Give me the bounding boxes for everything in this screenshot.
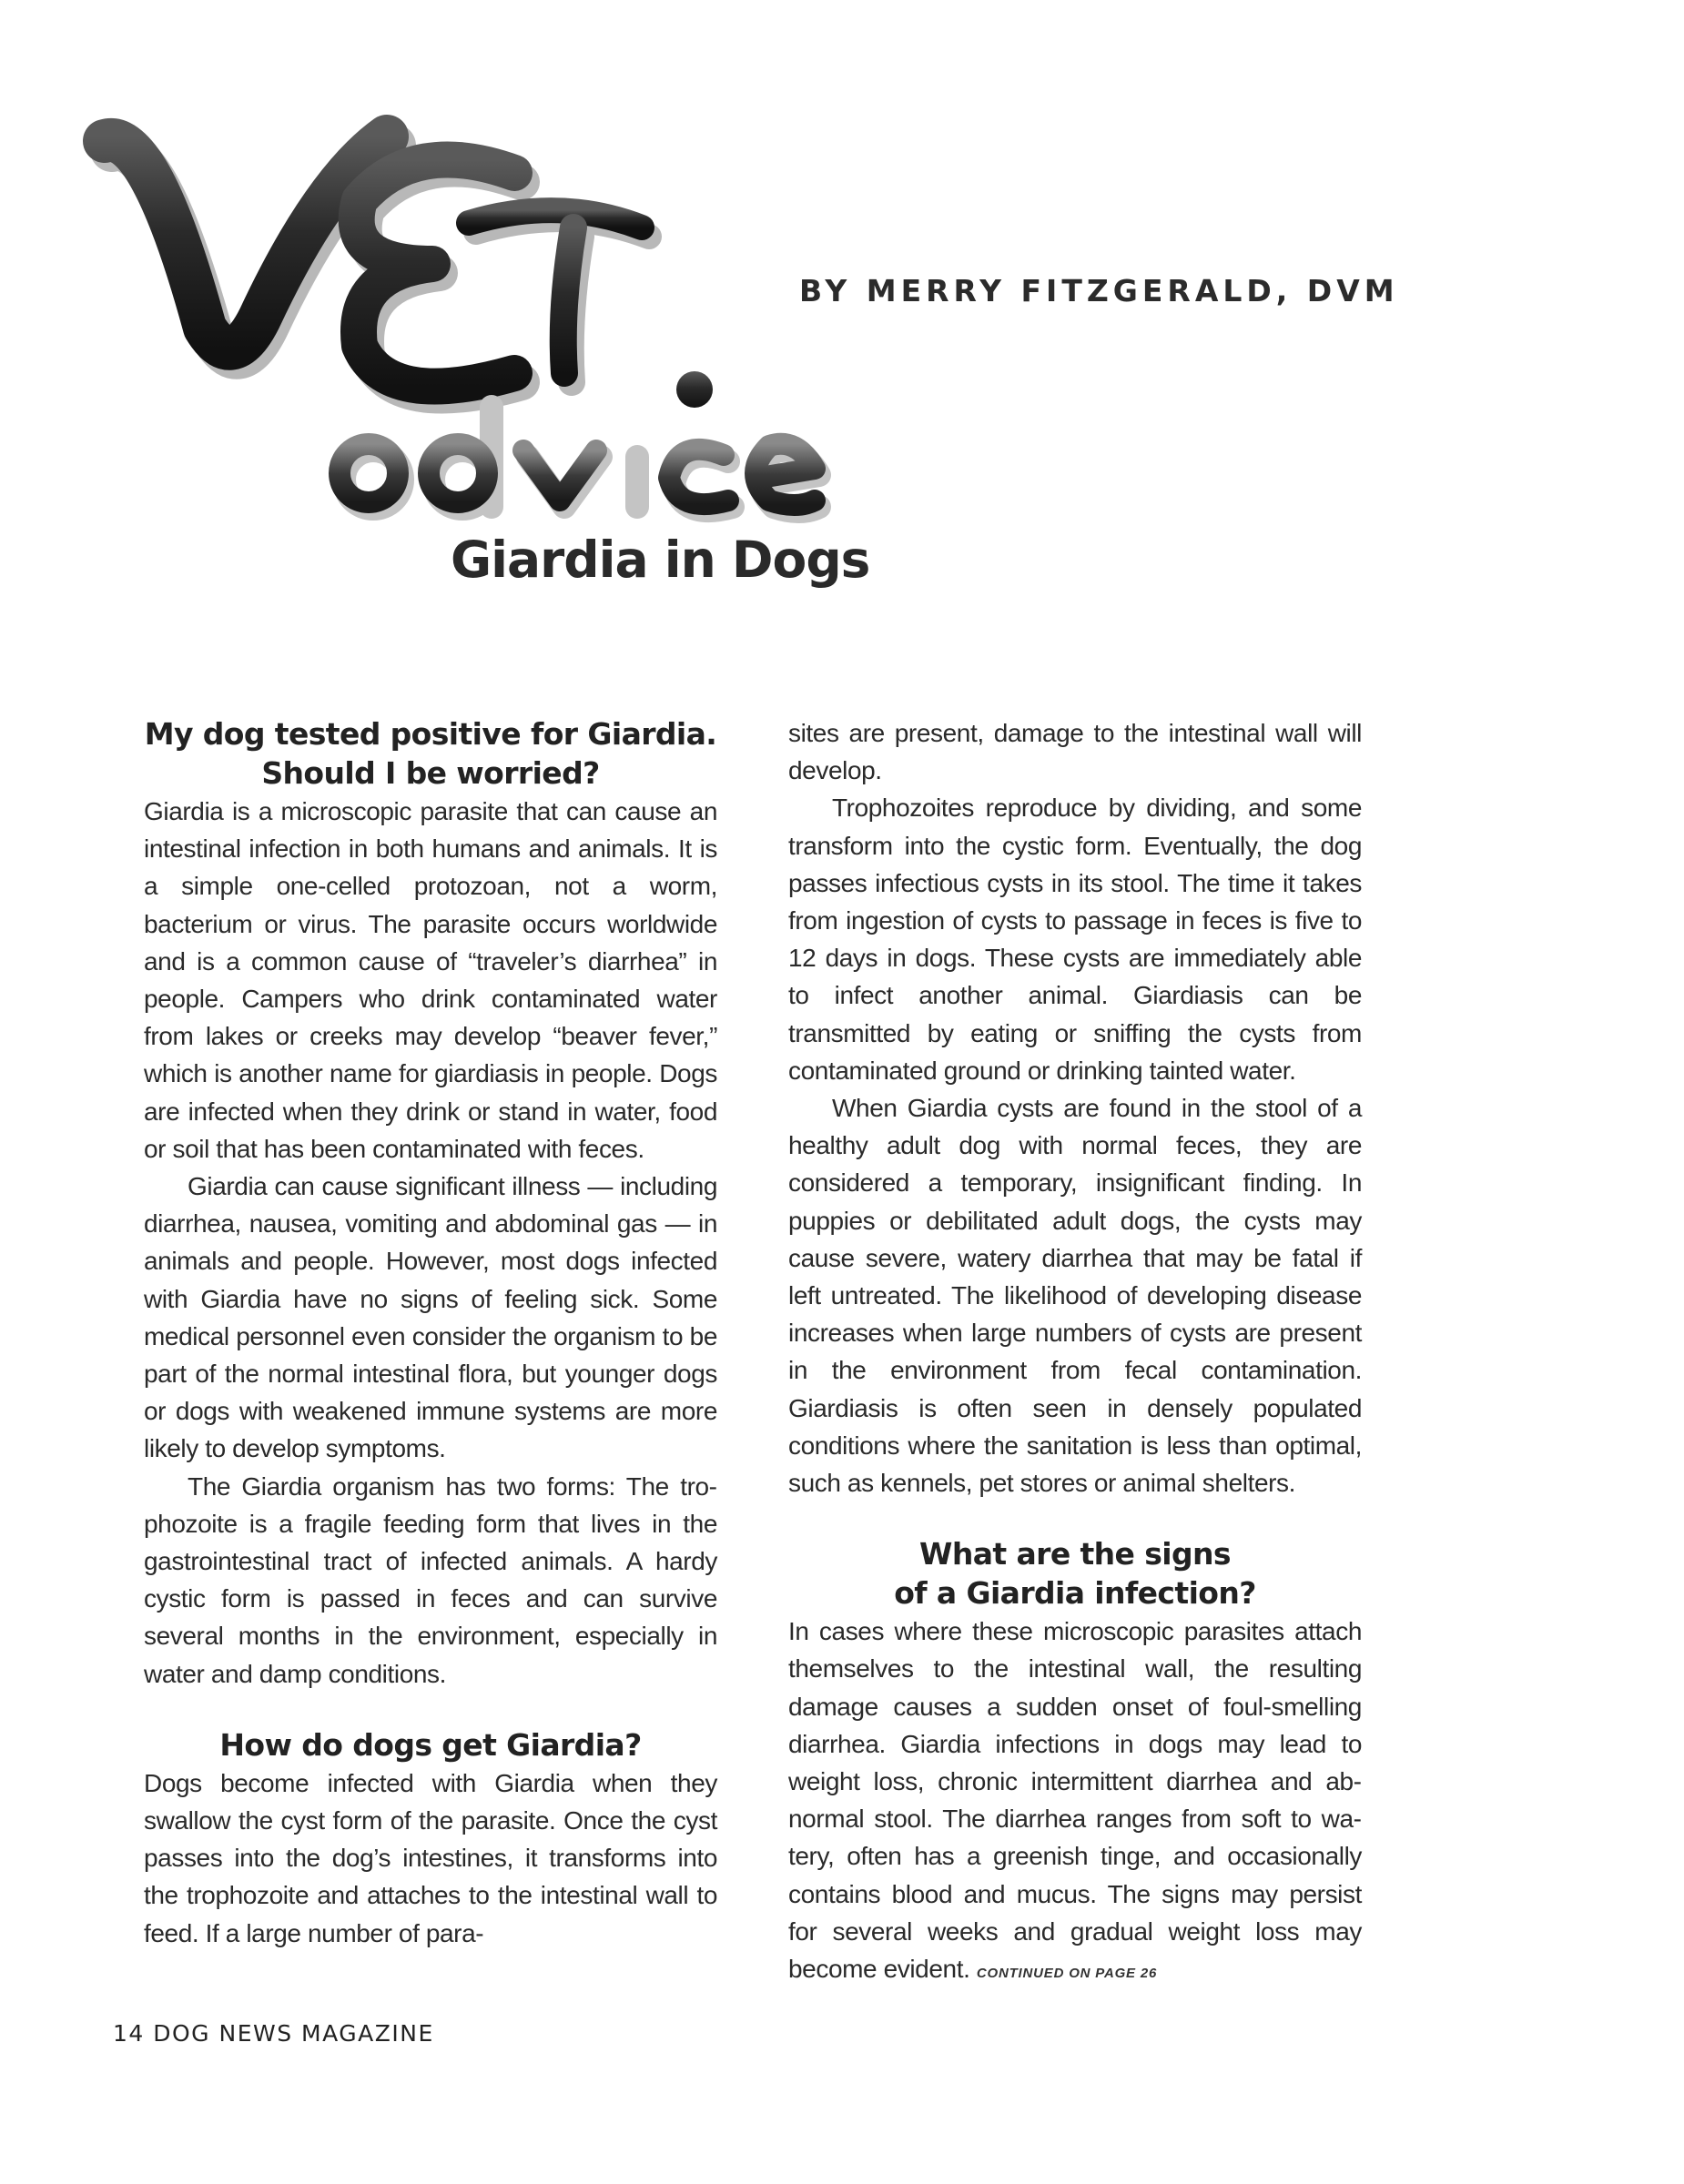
body-paragraph: Dogs become infected with Giardia when they swallow the cyst form of the parasite. Once the cyst passes into the dog’s intestines, it transforms into the trophozoite and attaches to the intestinal wall to feed. If a large number of para- [144,1768,717,1947]
page-folio: 14 DOG NEWS MAGAZINE [113,2020,434,2047]
body-paragraph: Giardia is a microscopic parasite that can cause an intestinal infection in both humans and animals. It is a simple one-celled protozoan, not a worm, bacterium or virus. The parasite occurs worldwide and is a common cause of “traveler’s diarrhea” in people. Campers who drink contaminated water from lakes or creeks may develop “beaver fever,” which is another name for giardiasis in people. Dogs are infected when they drink or stand in water, food or soil that has been contaminated with feces. [144,797,717,1163]
continued-note[interactable]: CONTINUED ON PAGE 26 [976,1966,1158,1982]
article-title: Giardia in Dogs [451,531,870,589]
heading-line: My dog tested positive for Giardia. [144,716,717,752]
byline: BY MERRY FITZGERALD, DVM [799,273,1399,308]
body-paragraph: The Giardia organism has two forms: The trophozoite is a fragile feeding form that lives in the gastrointestinal tract of infected animals. A hardy cystic form is passed in feces and can survive several months in the environment, especially in water and damp conditions. [144,1471,717,1688]
column-right [788,714,1362,1992]
heading-line: of a Giardia infection? [894,1575,1256,1612]
column-left [144,714,717,1952]
paragraph-text: In cases where these microscopic parasites attach themselves to the intestinal wall, the resulting damage causes a sudden onset of foul-smelling diarrhea. Giardia infections in dogs may lead to weight loss, chronic intermittent diarrhea and abnormal stool. The diarrhea ranges from soft to watery, often has a greenish tinge, and occasionally contains blood and mucus. The signs may persist for several weeks and gradual weight loss may become evident. [788,1617,1362,1984]
body-paragraph: sites are present, damage to the intestinal wall will develop. [788,719,1362,785]
body-paragraph: Giardia can cause significant illness — including diarrhea, nausea, vomiting and abdominal gas — in animals and people. However, most dogs infected with Giardia have no signs of feeling sick. Some medical personnel even consider the organism to be part of the normal intestinal flora, but younger dogs or dogs with weakened immune systems are more likely to develop symptoms. [144,1172,717,1463]
heading-line: What are the signs [919,1536,1231,1572]
section-heading: How do dogs get Giardia? [219,1726,642,1763]
section-heading [788,1534,1362,1613]
body-paragraph: Trophozoites reproduce by dividing, and some transform into the cystic form. Eventually, the dog passes infectious cysts in its stool. The time it takes from ingestion of cysts to passage in feces is five to 12 days in dogs. These cysts are immediately able to infect another animal. Giardiasis can be transmitted by eating or sniffing the cysts from contaminated ground or drinking tainted water. [788,794,1362,1085]
section-heading [144,714,717,793]
heading-line: Should I be worried? [261,755,600,791]
body-paragraph [788,1613,1362,1992]
body-paragraph: When Giardia cysts are found in the stool of a healthy adult dog with normal feces, they are considered a temporary, insignificant finding. In puppies or debilitated adult dogs, the cysts may cause severe, watery diarrhea that may be fatal if left untreated. The likelihood of developing disease increases when large numbers of cysts are present in the environment from fecal contamination. Giardiasis is often seen in densely populated conditions where the sanitation is less than optimal, such as kennels, pet stores or animal shelters. [788,1094,1362,1498]
vet-advice-logo [86,100,979,564]
